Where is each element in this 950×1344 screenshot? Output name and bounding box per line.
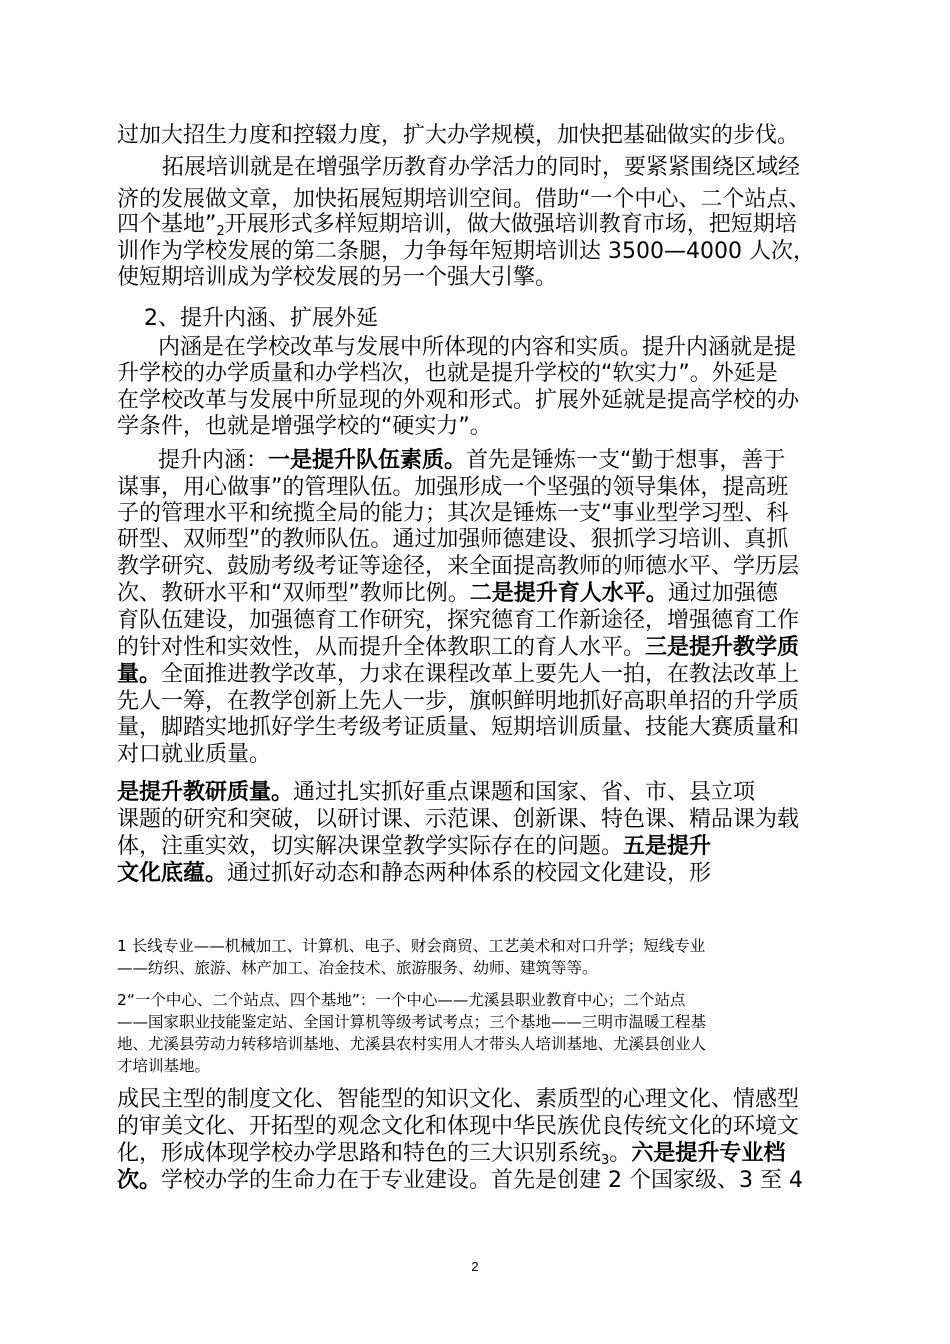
bold-text: 五是提升 xyxy=(623,834,712,859)
body-line xyxy=(117,500,788,528)
bold-text: 次。 xyxy=(117,1168,162,1193)
bold-text: 文化底蕴。 xyxy=(117,861,228,886)
text-run: 研型、双师型”的教师队伍。通过加强师德建设、狠抓学习培训、真抓 xyxy=(117,527,789,552)
text-run: 次、教研水平和“双师型”教师比例。 xyxy=(117,581,470,606)
body-line xyxy=(117,580,778,608)
text-run: 学校办学的生命力在于专业建设。首先是创建 2 个国家级、3 至 4 xyxy=(161,1168,803,1193)
body-line xyxy=(117,833,711,861)
text-run: 在学校改革与发展中所显现的外观和形式。扩展外延就是提高学校的办 xyxy=(117,388,800,413)
body-line xyxy=(117,860,711,888)
text-run: 化，形成体现学校办学思路和特色的三大识别系统 xyxy=(117,1141,602,1166)
footnote-line: 1 长线专业——机械加工、计算机、电子、财会商贸、工艺美术和对口升学；短线专业 xyxy=(117,937,706,955)
footnote-line: ——国家职业技能鉴定站、全国计算机等级考试考点；三个基地——三明市温暖工程基 xyxy=(117,1013,707,1031)
bold-text: 是提升教研质量。 xyxy=(117,780,294,805)
body-line xyxy=(158,447,785,475)
body-line xyxy=(117,607,799,635)
body-line xyxy=(117,474,788,502)
page-number: 2 xyxy=(471,1259,479,1274)
bold-text: 量。 xyxy=(117,662,162,687)
text-run: 通过扎实抓好重点课题和国家、省、市、县立项 xyxy=(293,780,756,805)
text-run: 全面推进教学改革，力求在课程改革上要先人一拍，在教法改革上 xyxy=(161,662,800,687)
text-run: 教学研究、鼓励考级考证等途径，来全面提高教师的师德水平、学历层 xyxy=(117,554,800,579)
body-line xyxy=(117,526,788,554)
text-run: 子的管理水平和统揽全局的能力；其次是锤炼一支“事业型学习型、科 xyxy=(117,501,789,526)
body-line xyxy=(117,553,799,581)
body-line xyxy=(117,1086,799,1114)
body-line xyxy=(117,688,799,716)
footnote-line: 才培训基地。 xyxy=(117,1057,211,1075)
text-run: 谋事，用心做事”的管理队伍。加强形成一个坚强的领导集体，提高班 xyxy=(117,475,789,500)
footnote-ref: 2 xyxy=(216,224,225,239)
body-line xyxy=(117,806,799,834)
text-run: 通过加强德 xyxy=(667,581,778,606)
text-run: 首先是锤炼一支“勤于想事，善于 xyxy=(466,448,786,473)
body-line xyxy=(117,1113,799,1141)
text-run: 升学校的办学质量和办学档次，也就是提升学校的“软实力”。外延是 xyxy=(117,361,778,386)
footnote-line: ——纺织、旅游、林产加工、冶金技术、旅游服务、幼师、建筑等等。 xyxy=(117,959,598,977)
body-line xyxy=(117,238,815,266)
text-run: 课题的研究和突破，以研讨课、示范课、创新课、特色课、精品课为载 xyxy=(117,807,800,832)
body-line xyxy=(144,305,378,333)
text-run: 对口就业质量。 xyxy=(117,742,272,767)
text-run: 拓展培训就是在增强学历教育办学活力的同时，要紧紧围绕区域经 xyxy=(162,155,801,180)
body-line xyxy=(117,360,778,388)
body-line xyxy=(117,779,755,807)
footnote-line: 地、尤溪县劳动力转移培训基地、尤溪县农村实用人才带头人培训基地、尤溪县创业人 xyxy=(117,1035,707,1053)
body-line xyxy=(117,413,492,441)
body-line xyxy=(117,634,799,662)
text-run: 体，注重实效，切实解决课堂教学实际存在的问题。 xyxy=(117,834,624,859)
footnote-ref: 3 xyxy=(601,1153,610,1168)
body-line xyxy=(117,661,799,689)
text-run: 训作为学校发展的第二条腿，力争每年短期培训达 3500—4000 人次， xyxy=(117,239,815,264)
text-run: 成民主型的制度文化、智能型的知识文化、素质型的心理文化、情感型 xyxy=(117,1087,800,1112)
body-line xyxy=(117,1167,803,1195)
text-run: 先人一筹，在教学创新上先人一步，旗帜鲜明地抓好高职单招的升学质 xyxy=(117,689,800,714)
bold-text: 二是提升育人水平。 xyxy=(469,581,668,606)
text-run: 学条件，也就是增强学校的“硬实力”。 xyxy=(117,414,492,439)
body-line xyxy=(117,264,557,292)
body-line xyxy=(117,186,810,214)
text-run: 内涵是在学校改革与发展中所体现的内容和实质。提升内涵就是提 xyxy=(158,335,797,360)
body-line xyxy=(117,387,799,415)
body-line xyxy=(117,741,271,769)
text-run: 济的发展做文章，加快拓展短期培训空间。借助“一个中心、二个站点、 xyxy=(117,187,811,212)
text-run: 2、提升内涵、扩展外延 xyxy=(144,306,378,331)
text-run: 的审美文化、开拓型的观念文化和体现中华民族优良传统文化的环境文 xyxy=(117,1114,800,1139)
footnote-line: 2“一个中心、二个站点、四个基地”：一个中心——尤溪县职业教育中心；二个站点 xyxy=(117,991,686,1009)
bold-text: 一是提升队伍素质。 xyxy=(268,448,467,473)
text-run: 四个基地” xyxy=(117,212,217,237)
text-run: 通过抓好动态和静态两种体系的校园文化建设，形 xyxy=(227,861,712,886)
text-run: 使短期培训成为学校发展的另一个强大引擎。 xyxy=(117,265,558,290)
body-line xyxy=(158,334,796,362)
text-run: 。 xyxy=(609,1141,632,1166)
text-run: 量，脚踏实地抓好学生考级考证质量、短期培训质量、技能大赛质量和 xyxy=(117,715,800,740)
text-run: 提升内涵： xyxy=(158,448,269,473)
body-line xyxy=(117,122,799,150)
text-run: 开展形式多样短期培训，做大做强培训教育市场，把短期培 xyxy=(224,212,797,237)
text-run: 过加大招生力度和控辍力度，扩大办学规模，加快把基础做实的步伐。 xyxy=(117,123,800,148)
body-line xyxy=(162,154,800,182)
text-run: 的针对性和实效性，从而提升全体教职工的育人水平。 xyxy=(117,635,646,660)
bold-text: 六是提升专业档 xyxy=(631,1141,786,1166)
text-run: 育队伍建设，加强德育工作研究，探究德育工作新途径，增强德育工作 xyxy=(117,608,800,633)
bold-text: 三是提升教学质 xyxy=(645,635,800,660)
body-line xyxy=(117,714,799,742)
